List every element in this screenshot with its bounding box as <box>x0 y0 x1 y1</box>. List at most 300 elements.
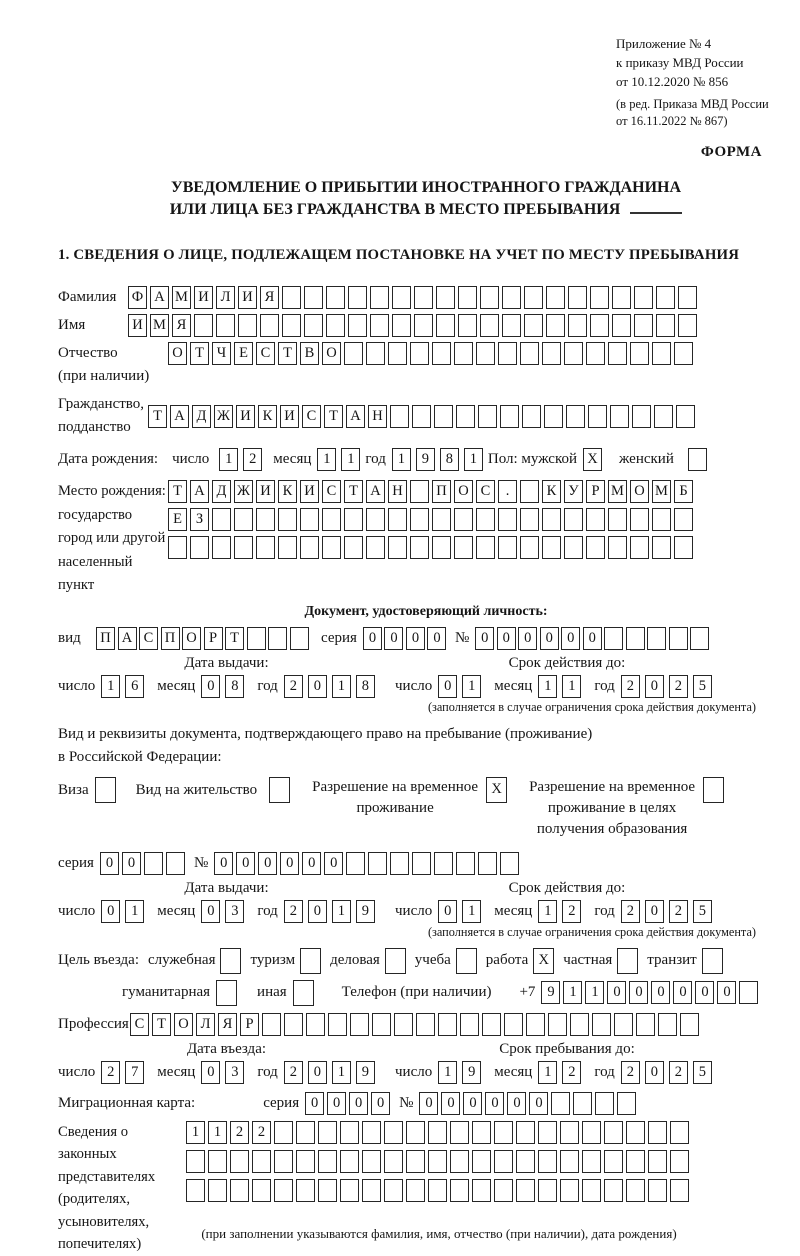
form-cell[interactable]: 1 <box>462 675 481 698</box>
form-cell[interactable] <box>212 536 231 559</box>
form-cell[interactable] <box>617 1092 636 1115</box>
form-cell[interactable]: З <box>190 508 209 531</box>
form-cell[interactable]: 0 <box>305 1092 324 1115</box>
form-cell[interactable]: 1 <box>538 675 557 698</box>
form-cell[interactable] <box>388 536 407 559</box>
form-cell[interactable] <box>582 1121 601 1144</box>
form-cell[interactable] <box>388 508 407 531</box>
form-cell[interactable]: Р <box>240 1013 259 1036</box>
form-cell[interactable] <box>450 1121 469 1144</box>
form-cell[interactable]: 1 <box>462 900 481 923</box>
form-cell[interactable] <box>372 1013 391 1036</box>
form-cell[interactable]: Ч <box>212 342 231 365</box>
form-cell[interactable] <box>608 342 627 365</box>
form-cell[interactable] <box>186 1179 205 1202</box>
form-cell[interactable]: К <box>278 480 297 503</box>
form-cell[interactable] <box>366 536 385 559</box>
form-cell[interactable] <box>542 536 561 559</box>
form-cell[interactable] <box>636 1013 655 1036</box>
form-cell[interactable]: 0 <box>280 852 299 875</box>
form-cell[interactable] <box>674 508 693 531</box>
form-cell[interactable]: 0 <box>629 981 648 1004</box>
form-cell[interactable]: 6 <box>125 675 144 698</box>
form-cell[interactable]: 1 <box>562 675 581 698</box>
form-cell[interactable] <box>680 1013 699 1036</box>
form-cell[interactable] <box>524 314 543 337</box>
form-cell[interactable] <box>608 508 627 531</box>
form-cell[interactable] <box>384 1179 403 1202</box>
form-cell[interactable]: 1 <box>317 448 336 471</box>
form-cell[interactable] <box>392 286 411 309</box>
form-cell[interactable] <box>428 1121 447 1144</box>
form-cell[interactable] <box>610 405 629 428</box>
form-cell[interactable]: 0 <box>201 900 220 923</box>
form-cell[interactable] <box>304 314 323 337</box>
form-cell[interactable]: И <box>256 480 275 503</box>
form-cell[interactable] <box>564 342 583 365</box>
form-cell[interactable] <box>476 342 495 365</box>
form-cell[interactable] <box>278 508 297 531</box>
form-cell[interactable]: Д <box>212 480 231 503</box>
form-cell[interactable]: А <box>190 480 209 503</box>
form-cell[interactable]: У <box>564 480 583 503</box>
form-cell[interactable] <box>520 342 539 365</box>
form-cell[interactable] <box>269 777 290 803</box>
form-cell[interactable] <box>296 1121 315 1144</box>
form-cell[interactable]: 1 <box>125 900 144 923</box>
form-cell[interactable]: Ж <box>234 480 253 503</box>
form-cell[interactable]: 0 <box>384 627 403 650</box>
form-cell[interactable] <box>252 1150 271 1173</box>
form-cell[interactable]: Р <box>586 480 605 503</box>
form-cell[interactable] <box>739 981 758 1004</box>
form-cell[interactable]: 0 <box>497 627 516 650</box>
form-cell[interactable]: 1 <box>563 981 582 1004</box>
form-cell[interactable]: 8 <box>356 675 375 698</box>
form-cell[interactable] <box>340 1179 359 1202</box>
form-cell[interactable] <box>590 286 609 309</box>
form-cell[interactable]: 0 <box>427 627 446 650</box>
form-cell[interactable]: 1 <box>538 900 557 923</box>
form-cell[interactable]: М <box>150 314 169 337</box>
form-cell[interactable] <box>604 1150 623 1173</box>
form-cell[interactable] <box>194 314 213 337</box>
form-cell[interactable]: 0 <box>438 900 457 923</box>
form-cell[interactable]: С <box>130 1013 149 1036</box>
form-cell[interactable] <box>582 1179 601 1202</box>
form-cell[interactable] <box>604 1179 623 1202</box>
form-cell[interactable] <box>208 1150 227 1173</box>
form-cell[interactable] <box>456 948 477 974</box>
form-cell[interactable] <box>434 852 453 875</box>
form-cell[interactable] <box>256 536 275 559</box>
form-cell[interactable] <box>436 314 455 337</box>
form-cell[interactable] <box>542 508 561 531</box>
form-cell[interactable] <box>326 286 345 309</box>
form-cell[interactable] <box>674 536 693 559</box>
form-cell[interactable] <box>551 1092 570 1115</box>
form-cell[interactable] <box>608 536 627 559</box>
form-cell[interactable] <box>293 980 314 1006</box>
form-cell[interactable] <box>690 627 709 650</box>
form-cell[interactable] <box>274 1150 293 1173</box>
form-cell[interactable] <box>306 1013 325 1036</box>
form-cell[interactable] <box>652 536 671 559</box>
form-cell[interactable]: 0 <box>717 981 736 1004</box>
form-cell[interactable]: 0 <box>406 627 425 650</box>
form-cell[interactable] <box>560 1150 579 1173</box>
form-cell[interactable]: Я <box>218 1013 237 1036</box>
form-cell[interactable]: 5 <box>693 900 712 923</box>
form-cell[interactable] <box>412 405 431 428</box>
form-cell[interactable] <box>432 536 451 559</box>
form-cell[interactable] <box>472 1179 491 1202</box>
form-cell[interactable] <box>456 405 475 428</box>
form-cell[interactable] <box>438 1013 457 1036</box>
form-cell[interactable]: 0 <box>201 675 220 698</box>
form-cell[interactable]: И <box>236 405 255 428</box>
form-cell[interactable] <box>282 314 301 337</box>
form-cell[interactable] <box>592 1013 611 1036</box>
form-cell[interactable] <box>260 314 279 337</box>
form-cell[interactable]: 0 <box>308 675 327 698</box>
form-cell[interactable]: 1 <box>341 448 360 471</box>
form-cell[interactable] <box>546 314 565 337</box>
form-cell[interactable]: . <box>498 480 517 503</box>
form-cell[interactable] <box>410 480 429 503</box>
form-cell[interactable] <box>362 1150 381 1173</box>
form-cell[interactable] <box>454 342 473 365</box>
form-cell[interactable] <box>648 1179 667 1202</box>
form-cell[interactable]: О <box>454 480 473 503</box>
form-cell[interactable] <box>450 1179 469 1202</box>
form-cell[interactable]: 2 <box>669 1061 688 1084</box>
form-cell[interactable]: 0 <box>214 852 233 875</box>
form-cell[interactable]: 0 <box>583 627 602 650</box>
form-cell[interactable] <box>498 508 517 531</box>
form-cell[interactable] <box>538 1150 557 1173</box>
form-cell[interactable]: М <box>608 480 627 503</box>
form-cell[interactable]: 9 <box>462 1061 481 1084</box>
form-cell[interactable]: 1 <box>101 675 120 698</box>
form-cell[interactable] <box>634 286 653 309</box>
form-cell[interactable]: О <box>168 342 187 365</box>
form-cell[interactable]: 0 <box>540 627 559 650</box>
form-cell[interactable]: 0 <box>327 1092 346 1115</box>
form-cell[interactable]: 5 <box>693 1061 712 1084</box>
form-cell[interactable] <box>256 508 275 531</box>
form-cell[interactable]: А <box>170 405 189 428</box>
form-cell[interactable]: С <box>139 627 158 650</box>
form-cell[interactable] <box>564 536 583 559</box>
form-cell[interactable]: И <box>280 405 299 428</box>
form-cell[interactable] <box>670 1121 689 1144</box>
form-cell[interactable] <box>546 286 565 309</box>
form-cell[interactable] <box>630 508 649 531</box>
form-cell[interactable]: 1 <box>332 1061 351 1084</box>
form-cell[interactable]: 1 <box>438 1061 457 1084</box>
form-cell[interactable]: 0 <box>645 675 664 698</box>
form-cell[interactable]: А <box>150 286 169 309</box>
form-cell[interactable]: 0 <box>645 900 664 923</box>
form-cell[interactable] <box>296 1150 315 1173</box>
form-cell[interactable] <box>630 536 649 559</box>
form-cell[interactable] <box>669 627 688 650</box>
form-cell[interactable]: 2 <box>284 900 303 923</box>
form-cell[interactable] <box>460 1013 479 1036</box>
form-cell[interactable] <box>520 508 539 531</box>
form-cell[interactable] <box>282 286 301 309</box>
form-cell[interactable] <box>498 342 517 365</box>
form-cell[interactable] <box>318 1150 337 1173</box>
form-cell[interactable] <box>322 536 341 559</box>
form-cell[interactable] <box>340 1121 359 1144</box>
form-cell[interactable] <box>604 1121 623 1144</box>
form-cell[interactable]: Я <box>172 314 191 337</box>
form-cell[interactable] <box>658 1013 677 1036</box>
form-cell[interactable]: Т <box>324 405 343 428</box>
form-cell[interactable] <box>634 314 653 337</box>
form-cell[interactable] <box>300 508 319 531</box>
form-cell[interactable]: X <box>486 777 507 803</box>
form-cell[interactable]: 1 <box>219 448 238 471</box>
form-cell[interactable] <box>432 342 451 365</box>
form-cell[interactable] <box>538 1179 557 1202</box>
form-cell[interactable]: Ж <box>214 405 233 428</box>
form-cell[interactable] <box>412 852 431 875</box>
form-cell[interactable] <box>216 314 235 337</box>
form-cell[interactable] <box>560 1179 579 1202</box>
form-cell[interactable] <box>406 1150 425 1173</box>
form-cell[interactable]: П <box>161 627 180 650</box>
form-cell[interactable] <box>432 508 451 531</box>
form-cell[interactable]: 2 <box>243 448 262 471</box>
form-cell[interactable] <box>340 1150 359 1173</box>
form-cell[interactable] <box>626 1121 645 1144</box>
form-cell[interactable]: X <box>533 948 554 974</box>
form-cell[interactable]: 1 <box>392 448 411 471</box>
form-cell[interactable]: Т <box>168 480 187 503</box>
form-cell[interactable]: С <box>256 342 275 365</box>
form-cell[interactable]: И <box>238 286 257 309</box>
form-cell[interactable] <box>656 286 675 309</box>
form-cell[interactable]: 2 <box>621 1061 640 1084</box>
form-cell[interactable] <box>670 1150 689 1173</box>
form-cell[interactable] <box>190 536 209 559</box>
form-cell[interactable] <box>516 1179 535 1202</box>
form-cell[interactable] <box>478 405 497 428</box>
form-cell[interactable]: 0 <box>507 1092 526 1115</box>
form-cell[interactable] <box>388 342 407 365</box>
form-cell[interactable] <box>500 405 519 428</box>
form-cell[interactable]: Я <box>260 286 279 309</box>
form-cell[interactable] <box>414 314 433 337</box>
form-cell[interactable] <box>564 508 583 531</box>
form-cell[interactable] <box>274 1121 293 1144</box>
form-cell[interactable]: Е <box>234 342 253 365</box>
form-cell[interactable]: Т <box>278 342 297 365</box>
form-cell[interactable]: 8 <box>440 448 459 471</box>
form-cell[interactable]: И <box>194 286 213 309</box>
form-cell[interactable]: В <box>300 342 319 365</box>
form-cell[interactable] <box>516 1121 535 1144</box>
form-cell[interactable] <box>568 314 587 337</box>
form-cell[interactable] <box>234 508 253 531</box>
form-cell[interactable]: 0 <box>607 981 626 1004</box>
form-cell[interactable]: 7 <box>125 1061 144 1084</box>
form-cell[interactable] <box>590 314 609 337</box>
form-cell[interactable] <box>480 314 499 337</box>
form-cell[interactable] <box>366 508 385 531</box>
form-cell[interactable] <box>570 1013 589 1036</box>
form-cell[interactable]: Н <box>368 405 387 428</box>
form-cell[interactable] <box>617 948 638 974</box>
form-cell[interactable]: Б <box>674 480 693 503</box>
form-cell[interactable]: П <box>432 480 451 503</box>
form-cell[interactable] <box>626 1150 645 1173</box>
form-cell[interactable] <box>647 627 666 650</box>
form-cell[interactable] <box>586 536 605 559</box>
form-cell[interactable] <box>478 852 497 875</box>
form-cell[interactable]: 2 <box>669 900 688 923</box>
form-cell[interactable] <box>416 1013 435 1036</box>
form-cell[interactable]: 5 <box>693 675 712 698</box>
form-cell[interactable]: 0 <box>645 1061 664 1084</box>
form-cell[interactable] <box>522 405 541 428</box>
form-cell[interactable]: К <box>542 480 561 503</box>
form-cell[interactable]: 0 <box>201 1061 220 1084</box>
form-cell[interactable] <box>586 508 605 531</box>
form-cell[interactable]: 2 <box>252 1121 271 1144</box>
form-cell[interactable]: 0 <box>101 900 120 923</box>
form-cell[interactable] <box>604 627 623 650</box>
form-cell[interactable]: 0 <box>441 1092 460 1115</box>
form-cell[interactable] <box>612 286 631 309</box>
form-cell[interactable]: 1 <box>208 1121 227 1144</box>
form-cell[interactable] <box>494 1179 513 1202</box>
form-cell[interactable] <box>458 286 477 309</box>
form-cell[interactable] <box>516 1150 535 1173</box>
form-cell[interactable] <box>296 1179 315 1202</box>
form-cell[interactable] <box>392 314 411 337</box>
form-cell[interactable] <box>247 627 266 650</box>
form-cell[interactable] <box>582 1150 601 1173</box>
form-cell[interactable] <box>678 286 697 309</box>
form-cell[interactable] <box>436 286 455 309</box>
form-cell[interactable] <box>595 1092 614 1115</box>
form-cell[interactable] <box>674 342 693 365</box>
form-cell[interactable] <box>573 1092 592 1115</box>
form-cell[interactable] <box>328 1013 347 1036</box>
form-cell[interactable] <box>414 286 433 309</box>
form-cell[interactable]: Т <box>190 342 209 365</box>
form-cell[interactable]: 0 <box>308 1061 327 1084</box>
form-cell[interactable]: 0 <box>419 1092 438 1115</box>
form-cell[interactable]: 9 <box>541 981 560 1004</box>
form-cell[interactable] <box>348 314 367 337</box>
form-cell[interactable]: 1 <box>538 1061 557 1084</box>
form-cell[interactable]: 0 <box>371 1092 390 1115</box>
form-cell[interactable]: 0 <box>529 1092 548 1115</box>
form-cell[interactable] <box>220 948 241 974</box>
form-cell[interactable] <box>344 536 363 559</box>
form-cell[interactable]: 0 <box>236 852 255 875</box>
form-cell[interactable] <box>458 314 477 337</box>
form-cell[interactable] <box>428 1179 447 1202</box>
form-cell[interactable]: X <box>583 448 602 471</box>
form-cell[interactable]: 0 <box>324 852 343 875</box>
form-cell[interactable] <box>322 508 341 531</box>
form-cell[interactable]: О <box>630 480 649 503</box>
form-cell[interactable]: 2 <box>669 675 688 698</box>
form-cell[interactable] <box>406 1179 425 1202</box>
form-cell[interactable]: 0 <box>122 852 141 875</box>
form-cell[interactable] <box>410 508 429 531</box>
form-cell[interactable]: 0 <box>308 900 327 923</box>
form-cell[interactable] <box>586 342 605 365</box>
form-cell[interactable] <box>394 1013 413 1036</box>
form-cell[interactable]: И <box>300 480 319 503</box>
form-cell[interactable] <box>350 1013 369 1036</box>
form-cell[interactable]: Р <box>204 627 223 650</box>
form-cell[interactable] <box>480 286 499 309</box>
form-cell[interactable] <box>410 342 429 365</box>
form-cell[interactable] <box>654 405 673 428</box>
form-cell[interactable] <box>318 1179 337 1202</box>
form-cell[interactable] <box>300 536 319 559</box>
form-cell[interactable]: 0 <box>302 852 321 875</box>
form-cell[interactable]: 0 <box>561 627 580 650</box>
form-cell[interactable] <box>304 286 323 309</box>
form-cell[interactable] <box>520 536 539 559</box>
form-cell[interactable] <box>370 314 389 337</box>
form-cell[interactable] <box>688 448 707 471</box>
form-cell[interactable] <box>268 627 287 650</box>
form-cell[interactable]: 0 <box>463 1092 482 1115</box>
form-cell[interactable]: 0 <box>485 1092 504 1115</box>
form-cell[interactable] <box>614 1013 633 1036</box>
form-cell[interactable] <box>230 1150 249 1173</box>
form-cell[interactable]: 0 <box>363 627 382 650</box>
form-cell[interactable]: 0 <box>475 627 494 650</box>
form-cell[interactable] <box>520 480 539 503</box>
form-cell[interactable]: И <box>128 314 147 337</box>
form-cell[interactable]: Л <box>196 1013 215 1036</box>
form-cell[interactable]: М <box>172 286 191 309</box>
form-cell[interactable] <box>366 342 385 365</box>
form-cell[interactable] <box>502 286 521 309</box>
form-cell[interactable] <box>410 536 429 559</box>
form-cell[interactable] <box>560 1121 579 1144</box>
form-cell[interactable] <box>500 852 519 875</box>
form-cell[interactable] <box>208 1179 227 1202</box>
form-cell[interactable] <box>472 1150 491 1173</box>
form-cell[interactable]: 0 <box>438 675 457 698</box>
form-cell[interactable]: 2 <box>562 1061 581 1084</box>
form-cell[interactable] <box>238 314 257 337</box>
form-cell[interactable]: Т <box>344 480 363 503</box>
form-cell[interactable] <box>504 1013 523 1036</box>
form-cell[interactable]: 1 <box>332 675 351 698</box>
form-cell[interactable]: 1 <box>585 981 604 1004</box>
form-cell[interactable] <box>428 1150 447 1173</box>
form-cell[interactable] <box>502 314 521 337</box>
form-cell[interactable] <box>524 286 543 309</box>
form-cell[interactable] <box>362 1179 381 1202</box>
form-cell[interactable] <box>348 286 367 309</box>
form-cell[interactable] <box>384 1121 403 1144</box>
form-cell[interactable]: 2 <box>230 1121 249 1144</box>
